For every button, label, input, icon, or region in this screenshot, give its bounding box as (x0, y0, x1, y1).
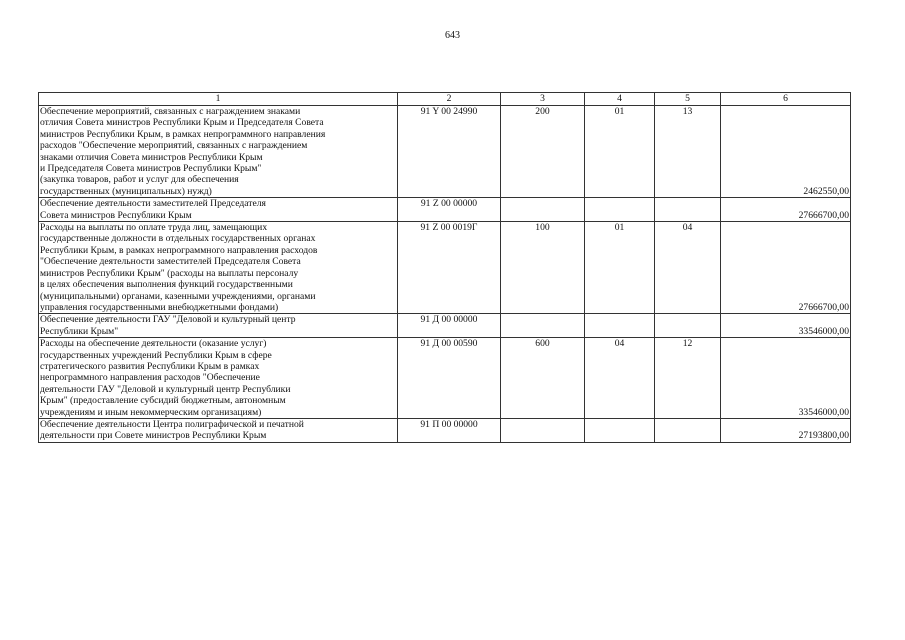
header-cell-col5: 5 (655, 93, 721, 106)
subsection-cell (655, 418, 721, 442)
header-row (39, 93, 851, 106)
classification-code-cell: 91 Y 00 24990 (398, 106, 501, 198)
section-cell (585, 418, 655, 442)
description-cell: Обеспечение мероприятий, связанных с награждением знаками отличия Совета министров Республики Крым и Председателя Совета министров Республики Крым, в рамках непрограммного направления расходов "Обеспечение мероприятий, связанных с награждением знаками отличия Совета министров Республики Крым и Председателя Совета министров Республики Крым" (закупка товаров, работ и услуг для обеспечения государственных (муниципальных) нужд) (39, 106, 398, 198)
table-row (39, 418, 851, 442)
table-row (39, 106, 851, 198)
subsection-cell (655, 314, 721, 338)
section-cell (585, 198, 655, 222)
table-row (39, 338, 851, 419)
section-cell: 01 (585, 222, 655, 314)
header-cell-col1: 1 (39, 93, 398, 106)
subsection-cell: 12 (655, 338, 721, 419)
description-cell: Расходы на обеспечение деятельности (оказание услуг) государственных учреждений Республики Крым в сфере стратегического развития Республики Крым в рамках непрограммного направления расходов "Обеспечение деятельности ГАУ "Деловой и культурный центр Республики Крым" (предоставление субсидий бюджетным, автономным учреждениям и иным некоммерческим организациям) (39, 338, 398, 419)
classification-code-cell: 91 Д 00 00000 (398, 314, 501, 338)
amount-cell: 27193800,00 (721, 418, 851, 442)
classification-code-cell: 91 Z 00 00000 (398, 198, 501, 222)
expense-type-cell (501, 198, 585, 222)
section-cell (585, 314, 655, 338)
subsection-cell (655, 198, 721, 222)
expense-type-cell (501, 418, 585, 442)
description-cell: Обеспечение деятельности заместителей Председателя Совета министров Республики Крым (39, 198, 398, 222)
subsection-cell: 13 (655, 106, 721, 198)
header-cell-col2: 2 (398, 93, 501, 106)
table-row (39, 198, 851, 222)
section-cell: 01 (585, 106, 655, 198)
header-cell-col3: 3 (501, 93, 585, 106)
header-cell-col4: 4 (585, 93, 655, 106)
expense-type-cell: 100 (501, 222, 585, 314)
table-row (39, 314, 851, 338)
classification-code-cell: 91 Д 00 00590 (398, 338, 501, 419)
amount-cell: 33546000,00 (721, 338, 851, 419)
subsection-cell: 04 (655, 222, 721, 314)
section-cell: 04 (585, 338, 655, 419)
expense-type-cell (501, 314, 585, 338)
description-cell: Расходы на выплаты по оплате труда лиц, замещающих государственные должности в отдельных государственных органах Республики Крым, в рамках непрограммного направления расходов "Обеспечение деятельности заместителей Председателя Совета министров Республики Крым" (расходы на выплаты персоналу в целях обеспечения выполнения функций государственными (муниципальными) органами, казенными учреждениями, органами управления государственными внебюджетными фондами) (39, 222, 398, 314)
expense-type-cell: 200 (501, 106, 585, 198)
amount-cell: 2462550,00 (721, 106, 851, 198)
expense-type-cell: 600 (501, 338, 585, 419)
description-cell: Обеспечение деятельности Центра полиграфической и печатной деятельности при Совете министров Республики Крым (39, 418, 398, 442)
header-cell-col6: 6 (721, 93, 851, 106)
amount-cell: 33546000,00 (721, 314, 851, 338)
amount-cell: 27666700,00 (721, 222, 851, 314)
classification-code-cell: 91 Z 00 0019Г (398, 222, 501, 314)
page-number: 643 (445, 30, 460, 41)
description-cell: Обеспечение деятельности ГАУ "Деловой и культурный центр Республики Крым" (39, 314, 398, 338)
amount-cell: 27666700,00 (721, 198, 851, 222)
classification-code-cell: 91 П 00 00000 (398, 418, 501, 442)
budget-table (38, 92, 851, 443)
table-row (39, 222, 851, 314)
